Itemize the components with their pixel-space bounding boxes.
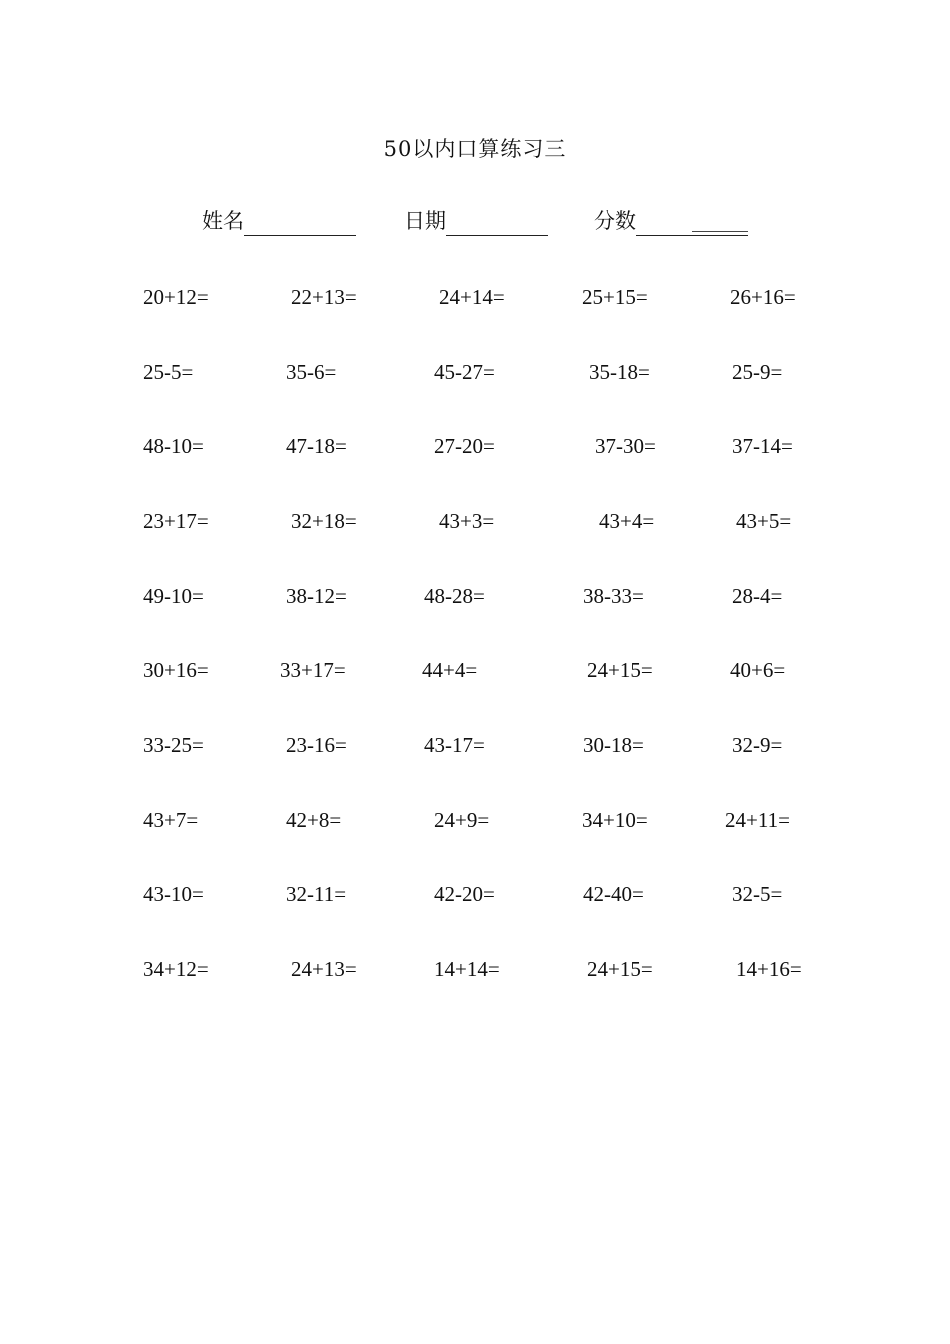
problem-r7-c3: 43-17= xyxy=(424,733,485,757)
problem-r7-c4: 30-18= xyxy=(583,733,644,757)
problem-r5-c3: 48-28= xyxy=(424,584,485,608)
problem-r5-c5: 28-4= xyxy=(732,584,783,608)
problem-r6-c5: 40+6= xyxy=(730,658,786,682)
problem-r8-c5: 24+11= xyxy=(725,808,790,832)
problem-r5-c1: 49-10= xyxy=(143,584,204,608)
problem-r10-c5: 14+16= xyxy=(736,957,802,981)
problem-r4-c1: 23+17= xyxy=(143,509,209,533)
page-title: 50以内口算练习三 xyxy=(383,137,567,161)
problem-r2-c2: 35-6= xyxy=(286,360,337,384)
problem-r9-c4: 42-40= xyxy=(583,882,644,906)
problem-r8-c3: 24+9= xyxy=(434,808,490,832)
problem-r4-c5: 43+5= xyxy=(736,509,792,533)
problem-r3-c4: 37-30= xyxy=(595,434,656,458)
problem-r6-c3: 44+4= xyxy=(422,658,478,682)
problem-r10-c4: 24+15= xyxy=(587,957,653,981)
problem-r2-c4: 35-18= xyxy=(589,360,650,384)
problem-r6-c4: 24+15= xyxy=(587,658,653,682)
problem-r6-c2: 33+17= xyxy=(280,658,346,682)
problem-r10-c3: 14+14= xyxy=(434,957,500,981)
problem-r1-c2: 22+13= xyxy=(291,285,357,309)
problem-r7-c5: 32-9= xyxy=(732,733,783,757)
problem-r4-c4: 43+4= xyxy=(599,509,655,533)
score-blank-extra-line xyxy=(692,231,748,232)
problem-r2-c1: 25-5= xyxy=(143,360,194,384)
problem-r6-c1: 30+16= xyxy=(143,658,209,682)
problem-r5-c2: 38-12= xyxy=(286,584,347,608)
problem-r2-c5: 25-9= xyxy=(732,360,783,384)
score-blank xyxy=(636,207,748,236)
problem-r9-c3: 42-20= xyxy=(434,882,495,906)
problem-r5-c4: 38-33= xyxy=(583,584,644,608)
date-blank xyxy=(446,207,548,236)
problem-r7-c2: 23-16= xyxy=(286,733,347,757)
date-label: 日期 xyxy=(404,209,446,233)
name-blank xyxy=(244,207,356,236)
problem-r1-c4: 25+15= xyxy=(582,285,648,309)
problem-r10-c2: 24+13= xyxy=(291,957,357,981)
problem-r1-c3: 24+14= xyxy=(439,285,505,309)
problem-r3-c2: 47-18= xyxy=(286,434,347,458)
problem-r9-c1: 43-10= xyxy=(143,882,204,906)
problem-r1-c1: 20+12= xyxy=(143,285,209,309)
score-label: 分数 xyxy=(594,209,636,233)
score-field xyxy=(594,207,748,241)
problem-r4-c2: 32+18= xyxy=(291,509,357,533)
problem-r4-c3: 43+3= xyxy=(439,509,495,533)
problem-r7-c1: 33-25= xyxy=(143,733,204,757)
problem-r10-c1: 34+12= xyxy=(143,957,209,981)
problem-r3-c1: 48-10= xyxy=(143,434,204,458)
problem-r8-c2: 42+8= xyxy=(286,808,342,832)
problem-r2-c3: 45-27= xyxy=(434,360,495,384)
problem-r3-c5: 37-14= xyxy=(732,434,793,458)
problem-r9-c5: 32-5= xyxy=(732,882,783,906)
problem-r1-c5: 26+16= xyxy=(730,285,796,309)
problem-r3-c3: 27-20= xyxy=(434,434,495,458)
problem-r8-c1: 43+7= xyxy=(143,808,199,832)
name-field xyxy=(202,207,356,241)
student-info-row xyxy=(0,207,950,241)
date-field xyxy=(404,207,548,241)
problem-r9-c2: 32-11= xyxy=(286,882,347,906)
problem-r8-c4: 34+10= xyxy=(582,808,648,832)
name-label: 姓名 xyxy=(202,209,244,233)
